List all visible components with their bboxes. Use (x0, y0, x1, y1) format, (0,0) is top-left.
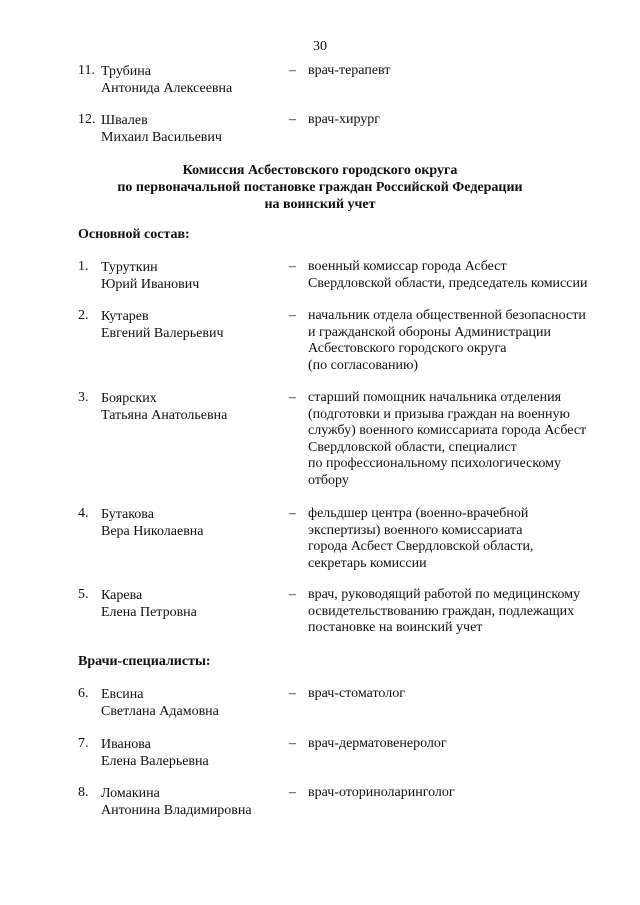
entry-name: Ломакина Антонина Владимировна (101, 786, 252, 818)
entry-number: 2. (78, 308, 89, 323)
entry-number: 12. (78, 112, 96, 127)
main-section-title: Основной состав: (78, 227, 190, 242)
entry-role: фельдшер центра (военно-врачебной экспертизы) военного комиссариата города Асбест Свердловской области, секретарь комиссии (308, 506, 534, 571)
entry-name: Туруткин Юрий Иванович (101, 260, 200, 292)
entry-number: 1. (78, 259, 89, 274)
doctors-section-title: Врачи-специалисты: (78, 654, 211, 669)
entry-dash: – (289, 112, 296, 127)
page-number: 30 (313, 39, 327, 54)
entry-number: 11. (78, 63, 95, 78)
entry-dash: – (289, 587, 296, 602)
entry-name: Бутакова Вера Николаевна (101, 507, 204, 539)
entry-dash: – (289, 506, 296, 521)
entry-number: 3. (78, 390, 89, 405)
entry-role: врач-дерматовенеролог (308, 736, 447, 751)
entry-name: Иванова Елена Валерьевна (101, 737, 209, 769)
entry-dash: – (289, 686, 296, 701)
entry-role: врач-терапевт (308, 63, 391, 78)
entry-role: врач, руководящий работой по медицинскому освидетельствованию граждан, подлежащих постановке на воинский учет (308, 587, 581, 635)
entry-name: Евсина Светлана Адамовна (101, 687, 219, 719)
entry-name: Трубина Антонида Алексеевна (101, 64, 233, 96)
entry-name: Карева Елена Петровна (101, 588, 197, 620)
entry-number: 6. (78, 686, 89, 701)
entry-number: 4. (78, 506, 89, 521)
entry-dash: – (289, 308, 296, 323)
entry-dash: – (289, 785, 296, 800)
entry-role: военный комиссар города Асбест Свердловской области, председатель комиссии (308, 259, 588, 291)
entry-name: Кутарев Евгений Валерьевич (101, 309, 224, 341)
entry-role: начальник отдела общественной безопасности и гражданской обороны Администрации Асбестовского городского округа (по согласованию) (308, 308, 586, 373)
entry-dash: – (289, 259, 296, 274)
entry-number: 8. (78, 785, 89, 800)
entry-role: врач-хирург (308, 112, 381, 127)
entry-name: Боярских Татьяна Анатольевна (101, 391, 228, 423)
entry-dash: – (289, 736, 296, 751)
entry-dash: – (289, 63, 296, 78)
entry-role: врач-оториноларинголог (308, 785, 455, 800)
commission-heading: Комиссия Асбестовского городского округа по первоначальной постановке граждан Российской Федерации на воинский учет (117, 163, 523, 212)
entry-role: старший помощник начальника отделения (подготовки и призыва граждан на военную службу) военного комиссариата города Асбест Свердловской области, специалист по профессиональному психологическому отбору (308, 390, 587, 488)
entry-number: 7. (78, 736, 89, 751)
entry-role: врач-стоматолог (308, 686, 405, 701)
entry-dash: – (289, 390, 296, 405)
entry-number: 5. (78, 587, 89, 602)
entry-name: Швалев Михаил Васильевич (101, 113, 222, 145)
